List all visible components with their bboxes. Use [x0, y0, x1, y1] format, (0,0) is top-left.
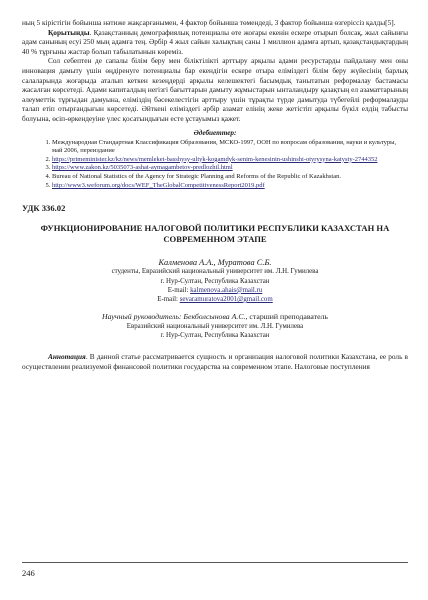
reference-item[interactable] [52, 156, 408, 164]
supervisor-role: старший преподаватель [247, 312, 328, 322]
reference-item: 4. Bureau of National Statistics of the Agency for Strategic Planning and Reforms of the Republic of Kazakhstan. [52, 173, 408, 181]
footer-divider [22, 562, 408, 563]
article-title: ФУНКЦИОНИРОВАНИЕ НАЛОГОВОЙ ПОЛИТИКИ РЕСПУБЛИКИ КАЗАХСТАН НА СОВРЕМЕННОМ ЭТАПЕ [40, 223, 390, 245]
page-number: 246 [22, 568, 35, 578]
conclusion-label: Қорытынды [48, 27, 90, 37]
reference-link[interactable]: https://primeminister.kz/kz/news/memleket-basshysy-ultyk-kogamdyk-senim-kenesinin-ushinshi-otyrysyna-katysty-2744352 [52, 155, 378, 163]
page-content [22, 18, 408, 371]
email-line-1: E-mail: kalmenova.ahais@mail.ru [167, 286, 263, 294]
reference-item[interactable] [52, 164, 408, 172]
references-title: Әдебиеттер: [193, 128, 237, 137]
affiliation-2: Евразийский национальный университет им. Л.Н. Гумилева [126, 322, 304, 330]
email-link-1[interactable]: kalmenova.ahais@mail.ru [190, 286, 263, 294]
email-line-2: E-mail: sevaramuratova2001@gmail.com [157, 295, 273, 303]
abstract-label: Аннотация [48, 352, 86, 362]
authors: Калменова А.А., Муратова С.Б. [158, 258, 272, 268]
reference-link[interactable]: https://www.zakon.kz/5035073-ashat-aymagambetov-predlozhil.html [52, 164, 233, 172]
conclusion-paragraph [22, 28, 408, 57]
supervisor-label: Научный руководитель: [102, 312, 182, 322]
conclusion-text: . Қазақстанның демографиялық потенциалы өте жоғары екенін ескере отырып болсақ, жыл сайынғы адам санының есуі 250 мың адамға тең. Әрбір 4 жыл сайын халықтың саны 1 миллион адамға артып, қазақстандықтардың 40 % тұрғыны жастар болып табылатынын көреміз. [22, 27, 408, 56]
references-list [22, 139, 408, 191]
abstract-paragraph [22, 352, 408, 371]
reference-item[interactable] [52, 182, 408, 190]
top-paragraph: ның 5 кірістігін бойынша нәтиже жақсарғанымен, 4 фактор бойынша төмендеді, 3 фактор бойынша өзгеріссіз қалды[5]. [22, 18, 396, 27]
reference-item: 1. Международная Стандартная Классификация Образования, МСКО-1997, ООН по вопросам образования, науки и культуры, май 2006, переиздание [52, 139, 408, 156]
abstract-text: . В данной статье рассматривается сущность и организация налоговой политики Казахстана, ее роль в осуществлении реализуемой финансовой политики государства на современном этапе. Налоговые поступления [22, 352, 408, 371]
city-1: г. Нур-Султан, Республика Казахстан [160, 277, 270, 285]
email-link-2[interactable]: sevaramuratova2001@gmail.com [179, 295, 273, 303]
supervisor-line [22, 312, 408, 322]
reference-link[interactable]: http://www3.weforum.org/docs/WEF_TheGlobalCompetitivenessReport2019.pdf [52, 182, 265, 190]
body-paragraph: Сол себептен де сапалы білім беру мен біліктілікті арттыру арқылы адами ресурстарды пайдалану мен оны инновация дамыту үшін өңдіренуге потенциалы бар екендігін ескере отыра еліміздегі білім беру жүйесінің барлық салаларында жоғарыда аталып кеткен кезеңдерді арқылы келешектегі басымдық танытатын реформалау бастамасы жасалған көрсетеді. Адами капиталдың негізгі бағыттарын дамыту жұмыстарын ынталандыру қазақтың ел азаматтарының әлеуметтік тұрғыдан дамуына, еліміздің бәсекелестігін арттыру үшін тұрақты түрде дамытуда түбегейлі реформалауды талап етіп отырғандығын көрсетеді. Әйткені еліміздегі әрбір азамат елінің жеке жетістіп арқылы бүкіл елдің табысты болуына, өсіп-өркендеуіне үлес қосатындығын есте ұстауымыз қажет. [22, 56, 408, 123]
affiliation-1: студенты, Евразийский национальный университет им. Л.Н. Гумилева [111, 268, 319, 276]
city-2: г. Нур-Султан, Республика Казахстан [160, 331, 270, 339]
udk-code: УДК 336.02 [22, 203, 66, 214]
supervisor-name: Бекболсынова А.С., [181, 312, 248, 322]
